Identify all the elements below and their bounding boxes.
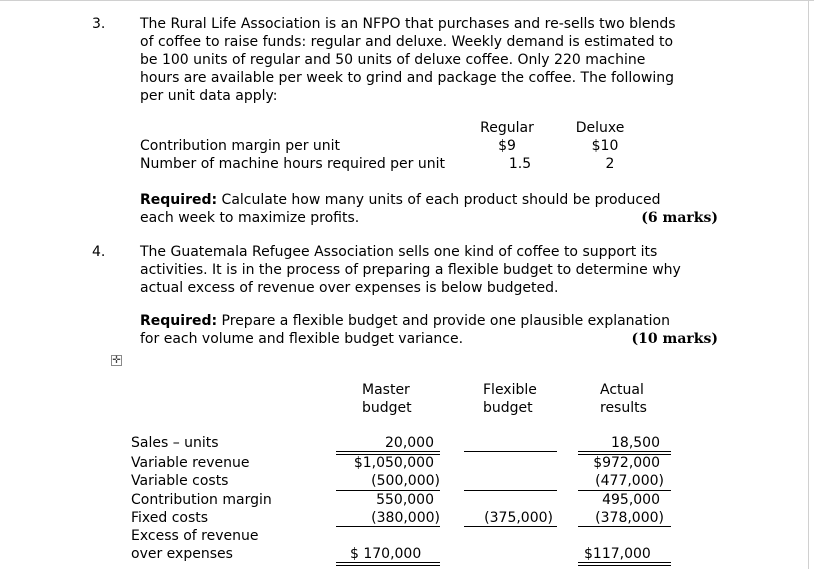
row-label: over expenses xyxy=(131,546,233,562)
cell-master: (380,000) xyxy=(371,510,440,526)
rule xyxy=(578,526,671,527)
q4-required-label: Required: xyxy=(140,313,218,329)
q3-row1-regular: $9 xyxy=(498,138,516,154)
rule xyxy=(336,562,440,563)
rule xyxy=(336,526,440,527)
question-3-line: per unit data apply: xyxy=(140,88,278,104)
rule xyxy=(578,454,671,455)
q3-row2-regular: 1.5 xyxy=(508,156,532,172)
header-master-1: Master xyxy=(362,382,410,398)
header-flexible-2: budget xyxy=(483,400,533,416)
cell-master: 550,000 xyxy=(376,492,434,508)
q3-col-deluxe: Deluxe xyxy=(575,120,625,136)
cell-master: 20,000 xyxy=(385,435,434,451)
row-label: Variable revenue xyxy=(131,455,250,471)
q3-required-line-2 xyxy=(140,209,718,227)
question-3-line: of coffee to raise funds: regular and deluxe. Weekly demand is estimated to xyxy=(140,34,674,50)
question-4-line: activities. It is in the process of preparing a flexible budget to determine why xyxy=(140,262,681,278)
rule xyxy=(336,565,440,566)
question-3-line: be 100 units of regular and 50 units of deluxe coffee. Only 220 machine xyxy=(140,52,646,68)
cell-actual: $117,000 xyxy=(584,546,651,562)
question-4-text xyxy=(140,243,720,297)
rule xyxy=(578,562,671,563)
q3-marks: (6 marks) xyxy=(641,210,718,226)
header-actual-2: results xyxy=(600,400,647,416)
cell-actual: 18,500 xyxy=(611,435,660,451)
cell-master: $ 170,000 xyxy=(350,546,422,562)
rule xyxy=(336,490,440,491)
move-handle-icon[interactable]: ✛ xyxy=(112,355,121,366)
rule xyxy=(578,490,671,491)
row-label: Fixed costs xyxy=(131,510,209,526)
q3-col-regular: Regular xyxy=(480,120,534,136)
cell-master: (500,000) xyxy=(371,473,440,489)
header-flexible-1: Flexible xyxy=(483,382,537,398)
question-3-line: The Rural Life Association is an NFPO that purchases and re-sells two blends xyxy=(140,16,676,32)
q4-required-line-2 xyxy=(140,330,718,348)
question-3-number: 3. xyxy=(92,16,106,32)
rule xyxy=(464,526,557,527)
rule xyxy=(464,451,557,452)
page-border-right xyxy=(808,0,809,569)
rule xyxy=(578,565,671,566)
q3-row2-deluxe: 2 xyxy=(605,156,615,172)
header-master-2: budget xyxy=(362,400,412,416)
question-4-number: 4. xyxy=(92,244,106,260)
question-3-line: hours are available per week to grind and package the coffee. The following xyxy=(140,70,674,86)
rule xyxy=(336,454,440,455)
q3-row1-label: Contribution margin per unit xyxy=(140,138,341,154)
header-actual-1: Actual xyxy=(600,382,644,398)
cell-actual: 495,000 xyxy=(602,492,660,508)
question-4-line: The Guatemala Refugee Association sells one kind of coffee to support its xyxy=(140,244,658,260)
cell-flexible: (375,000) xyxy=(484,510,553,526)
cell-actual: (477,000) xyxy=(595,473,664,489)
cell-actual: $972,000 xyxy=(593,455,660,471)
rule xyxy=(578,451,671,452)
cell-master: $1,050,000 xyxy=(353,455,434,471)
q3-row1-deluxe: $10 xyxy=(591,138,619,154)
q3-required-text-2: each week to maximize profits. xyxy=(140,210,360,226)
rule xyxy=(464,490,557,491)
q4-required-text: Prepare a flexible budget and provide one plausible explanation xyxy=(221,313,670,329)
row-label: Variable costs xyxy=(131,473,229,489)
q4-required-text-2: for each volume and flexible budget variance. xyxy=(140,331,464,347)
page-border-top xyxy=(0,0,814,1)
q3-required-label: Required: xyxy=(140,192,218,208)
q3-row2-label: Number of machine hours required per unit xyxy=(140,156,445,172)
q4-marks: (10 marks) xyxy=(631,331,718,347)
row-label: Excess of revenue xyxy=(131,528,259,544)
q3-required-text: Calculate how many units of each product should be produced xyxy=(221,192,661,208)
rule xyxy=(336,451,440,452)
row-label: Sales – units xyxy=(131,435,219,451)
question-3-text xyxy=(140,15,720,105)
cell-actual: (378,000) xyxy=(595,510,664,526)
question-4-line: actual excess of revenue over expenses is below budgeted. xyxy=(140,280,559,296)
q3-required-line-1 xyxy=(140,191,718,209)
q4-required-line-1 xyxy=(140,312,718,330)
row-label: Contribution margin xyxy=(131,492,272,508)
